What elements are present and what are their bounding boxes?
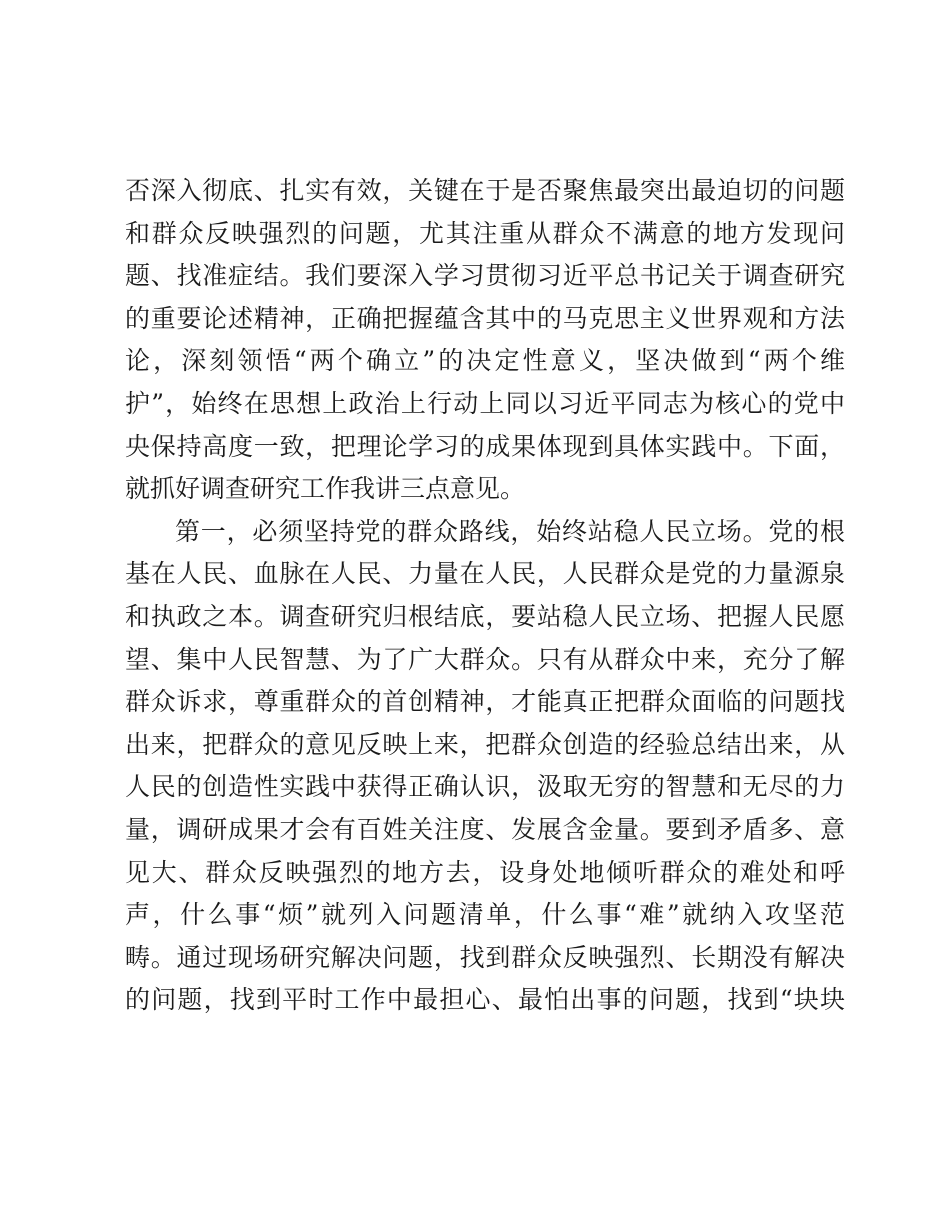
text-line: 声，什么事“烦”就列入问题清单，什么事“难”就纳入攻坚范 bbox=[125, 900, 845, 930]
text-line: 畴。通过现场研究解决问题，找到群众反映强烈、长期没有解决 bbox=[125, 942, 845, 972]
text-line: 人民的创造性实践中获得正确认识，汲取无穷的智慧和无尽的力 bbox=[125, 772, 845, 802]
text-line: 的问题，找到平时工作中最担心、最怕出事的问题，找到“块块 bbox=[125, 985, 845, 1015]
text-line: 题、找准症结。我们要深入学习贯彻习近平总书记关于调查研究 bbox=[125, 261, 845, 291]
text-line: 群众诉求，尊重群众的首创精神，才能真正把群众面临的问题找 bbox=[125, 687, 845, 717]
text-line: 出来，把群众的意见反映上来，把群众创造的经验总结出来，从 bbox=[125, 729, 845, 759]
text-line: 见大、群众反映强烈的地方去，设身处地倾听群众的难处和呼 bbox=[125, 857, 845, 887]
body-text bbox=[125, 170, 845, 1022]
text-line: 和群众反映强烈的问题，尤其注重从群众不满意的地方发现问 bbox=[125, 218, 845, 248]
text-line: 基在人民、血脉在人民、力量在人民，人民群众是党的力量源泉 bbox=[125, 559, 845, 589]
text-line: 央保持高度一致，把理论学习的成果体现到具体实践中。下面， bbox=[125, 431, 845, 461]
text-line: 护”，始终在思想上政治上行动上同以习近平同志为核心的党中 bbox=[125, 388, 845, 418]
text-line: 的重要论述精神，正确把握蕴含其中的马克思主义世界观和方法 bbox=[125, 303, 845, 333]
text-line: 就抓好调查研究工作我讲三点意见。 bbox=[125, 474, 526, 504]
text-line: 论，深刻领悟“两个确立”的决定性意义，坚决做到“两个维 bbox=[125, 346, 845, 376]
text-line: 否深入彻底、扎实有效，关键在于是否聚焦最突出最迫切的问题 bbox=[125, 176, 845, 205]
text-line: 量，调研成果才会有百姓关注度、发展含金量。要到矛盾多、意 bbox=[125, 814, 845, 844]
text-line: 望、集中人民智慧、为了广大群众。只有从群众中来，充分了解 bbox=[125, 644, 845, 674]
text-line: 第一，必须坚持党的群众路线，始终站稳人民立场。党的根 bbox=[175, 516, 845, 546]
text-line: 和执政之本。调查研究归根结底，要站稳人民立场、把握人民愿 bbox=[125, 601, 845, 631]
